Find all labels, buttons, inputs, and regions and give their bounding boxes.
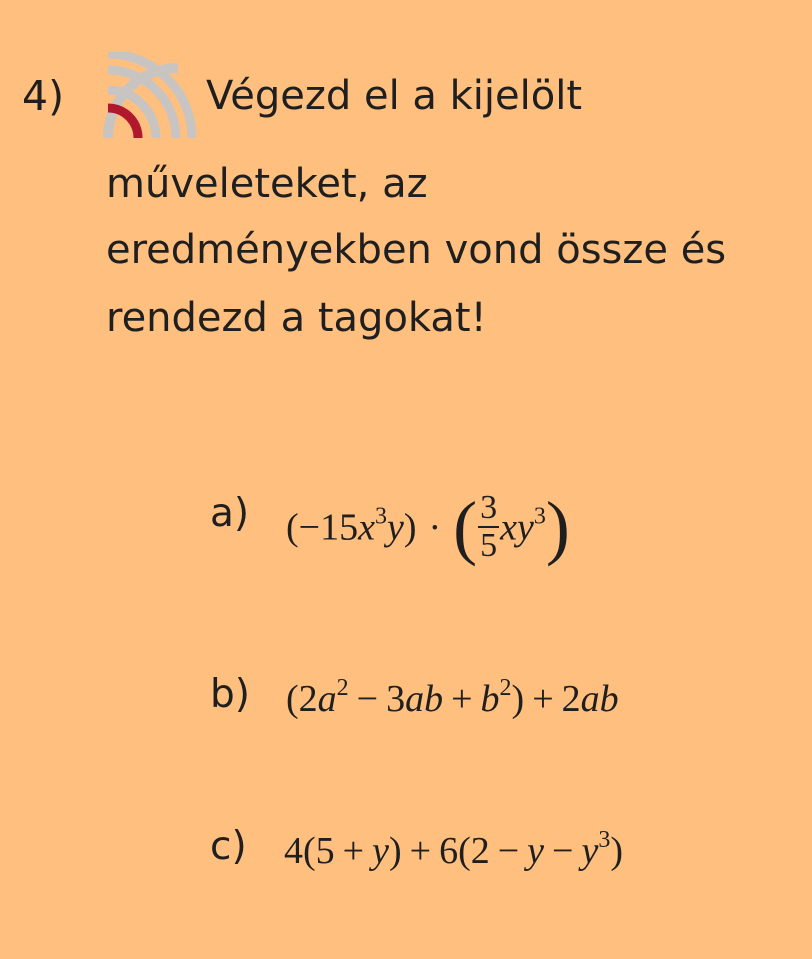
formula-exponent: 2 [336,675,349,701]
big-left-paren: ( [453,487,478,567]
formula-variable: xy [500,506,534,549]
formula-variable: y [372,830,389,872]
formula-variable: a [317,678,337,720]
formula-exponent: 2 [499,675,512,701]
formula-text: ) [511,678,525,720]
formula-variable: b [480,678,500,720]
formula-exponent: 3 [598,827,611,853]
formula-text: 2 [561,678,581,720]
formula-variable: y [581,830,599,872]
minus-operator: − [356,678,379,720]
formula-text: (2 [286,678,318,720]
formula-text: 4(5 [284,830,335,872]
task-number: 4) [22,72,65,120]
formula-text: ) [610,830,623,872]
formula-exponent: 3 [374,503,387,530]
instruction-line-4: rendezd a tagokat! [106,295,487,341]
multiply-dot: · [428,506,442,549]
formula-variable: ab [405,678,444,720]
fraction-numerator: 3 [480,489,498,526]
plus-operator: + [451,678,473,720]
instruction-line-2: műveleteket, az [106,161,428,207]
exercise-c-formula [284,826,623,876]
fraction [478,490,499,564]
exercise-a-label: a) [210,491,250,536]
plus-operator: + [409,830,432,872]
plus-operator: + [532,678,554,720]
big-right-paren: ) [545,487,570,567]
formula-variable: ab [580,678,619,720]
fraction-denominator: 5 [480,527,498,564]
exercise-a-formula [286,487,570,568]
plus-operator: + [342,830,365,872]
exercise-b-formula [286,674,619,724]
minus-operator: − [497,830,520,872]
exercise-b-label: b) [210,672,250,717]
formula-variable: y [386,506,404,549]
formula-text: ) [403,506,417,549]
formula-text: 3 [386,678,406,720]
formula-variable: y [527,830,545,872]
minus-operator: − [552,830,574,872]
formula-variable: x [358,506,375,549]
exercise-c-label: c) [210,824,247,869]
difficulty-signal-icon [100,52,196,144]
formula-text: ) [388,830,402,872]
instruction-line-1: Végezd el a kijelölt [206,73,583,119]
formula-text: 6(2 [439,830,490,872]
instruction-line-3: eredményekben vond össze és [106,227,727,273]
formula-exponent: 3 [533,503,546,530]
formula-text: (−15 [286,506,359,549]
